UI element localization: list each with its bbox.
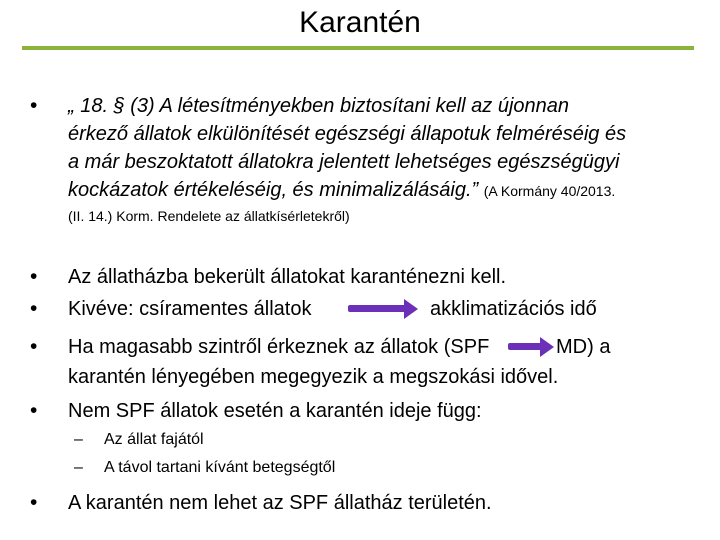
bullet-exception-left: Kivéve: csíramentes állatok	[68, 298, 312, 320]
bullet-exception-right: akklimatizációs idő	[430, 298, 597, 320]
bullet-dot: •	[30, 94, 38, 117]
sub-item-disease: A távol tartani kívánt betegségtől	[104, 459, 336, 476]
sub-item-species: Az állat fajától	[104, 431, 204, 448]
bullet-dot: •	[30, 491, 38, 514]
sub-dash: –	[74, 459, 83, 476]
bullet-higher-level-right: MD) a	[556, 336, 611, 358]
sub-dash: –	[74, 431, 83, 448]
quote-source-inline: (A Kormány 40/2013.	[483, 183, 616, 199]
bullet-non-spf-duration: Nem SPF állatok esetén a karantén ideje függ:	[68, 400, 482, 422]
quote-source-line: (II. 14.) Korm. Rendelete az állatkísérletekről)	[68, 208, 350, 224]
page-title: Karantén	[299, 6, 421, 39]
bullet-higher-level-left: Ha magasabb szintről érkeznek az állatok (SPF	[68, 336, 490, 358]
bullet-not-in-spf: A karantén nem lehet az SPF állatház területén.	[68, 492, 492, 514]
quote-line-3: a már beszoktatott állatokra jelentett lehetséges egészségügyi	[68, 151, 620, 173]
quote-line-1: „ 18. § (3) A létesítményekben biztosítani kell az újonnan	[68, 95, 570, 117]
bullet-quarantine-required: Az állatházba bekerült állatokat karanténezni kell.	[68, 266, 507, 288]
bullet-dot: •	[30, 265, 38, 288]
bullet-dot: •	[30, 399, 38, 422]
quote-line-4-text: kockázatok értékeléséig, és minimalizálásáig.”	[68, 179, 479, 201]
quote-line-4	[68, 176, 698, 205]
right-arrow-icon	[348, 299, 418, 319]
bullet-dot: •	[30, 335, 38, 358]
title-underline	[22, 46, 694, 50]
right-arrow-icon	[508, 337, 554, 357]
bullet-dot: •	[30, 297, 38, 320]
bullet-higher-level-line2: karantén lényegében megegyezik a megszokási idővel.	[68, 366, 559, 388]
quote-line-2: érkező állatok elkülönítését egészségi állapotuk felméréséig és	[68, 123, 627, 145]
